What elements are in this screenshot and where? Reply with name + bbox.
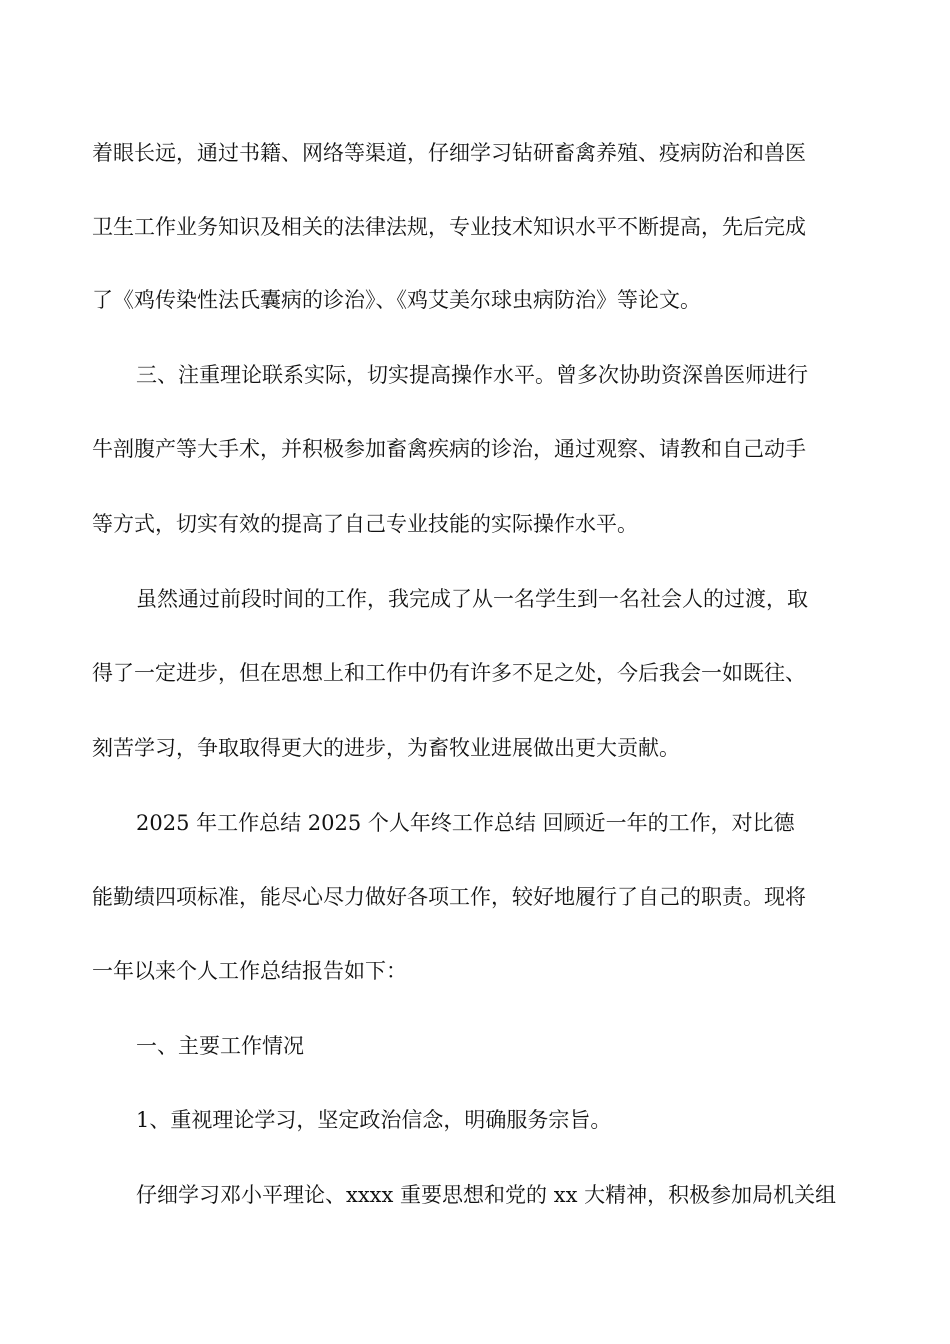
paragraph-line: 刻苦学习，争取取得更大的进步，为畜牧业进展做出更大贡献。: [92, 736, 680, 760]
paragraph-line: 了《鸡传染性法氏囊病的诊治》、《鸡艾美尔球虫病防治》等论文。: [92, 288, 701, 312]
paragraph-line: 一年以来个人工作总结报告如下：: [92, 959, 407, 983]
section-heading-line: 三、注重理论联系实际，切实提高操作水平。曾多次协助资深兽医师进行: [136, 363, 808, 387]
paragraph-line: 着眼长远，通过书籍、网络等渠道，仔细学习钻研畜禽养殖、疫病防治和兽医: [92, 141, 806, 165]
paragraph-line: 等方式，切实有效的提高了自己专业技能的实际操作水平。: [92, 512, 638, 536]
paragraph-line: 虽然通过前段时间的工作，我完成了从一名学生到一名社会人的过渡，取: [136, 587, 808, 611]
paragraph-line: 牛剖腹产等大手术，并积极参加畜禽疾病的诊治，通过观察、请教和自己动手: [92, 437, 806, 461]
paragraph-line: 仔细学习邓小平理论、xxxx 重要思想和党的 xx 大精神，积极参加局机关组: [136, 1183, 837, 1207]
title-line: 2025 年工作总结 2025 个人年终工作总结 回顾近一年的工作，对比德: [136, 811, 795, 835]
paragraph-line: 能勤绩四项标准，能尽心尽力做好各项工作，较好地履行了自己的职责。现将: [92, 885, 806, 909]
subsection-heading: 1、重视理论学习，坚定政治信念，明确服务宗旨。: [136, 1108, 612, 1132]
section-heading: 一、主要工作情况: [136, 1034, 304, 1058]
paragraph-line: 卫生工作业务知识及相关的法律法规，专业技术知识水平不断提高，先后完成: [92, 215, 806, 239]
paragraph-line: 得了一定进步，但在思想上和工作中仍有许多不足之处，今后我会一如既往、: [92, 661, 806, 685]
